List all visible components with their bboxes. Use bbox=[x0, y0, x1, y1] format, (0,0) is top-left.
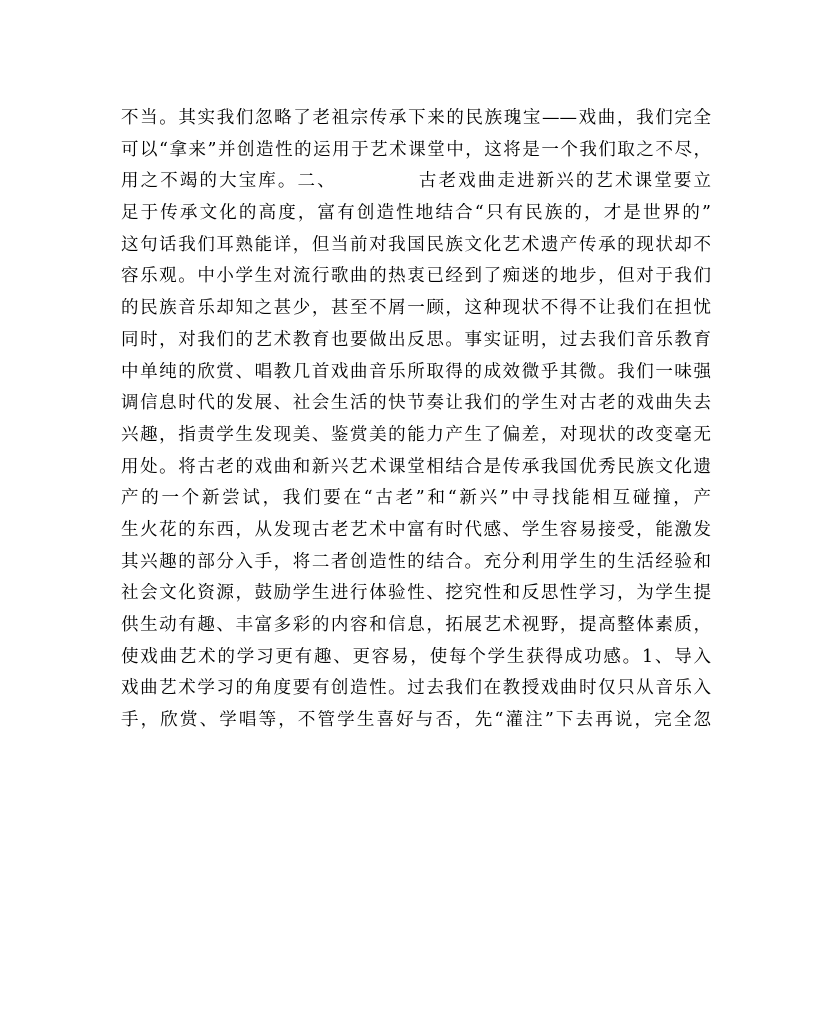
body-paragraph bbox=[121, 103, 711, 737]
text-line-segment: 古老戏曲走进新兴的艺术课堂要立 bbox=[416, 171, 712, 192]
text-line: 调信息时代的发展、社会生活的快节奏让我们的学生对古老的戏曲失去 bbox=[121, 393, 711, 414]
text-line: 使戏曲艺术的学习更有趣、更容易，使每个学生获得成功感。1、导入 bbox=[121, 646, 711, 667]
text-line: 用处。将古老的戏曲和新兴艺术课堂相结合是传承我国优秀民族文化遗 bbox=[121, 456, 711, 477]
text-line: 的民族音乐却知之甚少，甚至不屑一顾，这种现状不得不让我们在担忧 bbox=[121, 298, 711, 319]
text-line: 这句话我们耳熟能详，但当前对我国民族文化艺术遗产传承的现状却不 bbox=[121, 234, 711, 255]
text-line: 社会文化资源，鼓励学生进行体验性、挖究性和反思性学习，为学生提 bbox=[121, 583, 711, 604]
text-line: 同时，对我们的艺术教育也要做出反思。事实证明，过去我们音乐教育 bbox=[121, 329, 711, 350]
text-line: 容乐观。中小学生对流行歌曲的热衷已经到了痴迷的地步，但对于我们 bbox=[121, 266, 711, 287]
text-line: 戏曲艺术学习的角度要有创造性。过去我们在教授戏曲时仅只从音乐入 bbox=[121, 678, 711, 699]
text-line: 手，欣赏、学唱等，不管学生喜好与否，先“灌注”下去再说，完全忽 bbox=[121, 710, 711, 731]
text-line: 产的一个新尝试，我们要在“古老”和“新兴”中寻找能相互碰撞，产 bbox=[121, 488, 711, 509]
text-line: 生火花的东西，从发现古老艺术中富有时代感、学生容易接受，能激发 bbox=[121, 519, 711, 540]
text-line: 不当。其实我们忽略了老祖宗传承下来的民族瑰宝——戏曲，我们完全 bbox=[121, 108, 711, 128]
text-line: 兴趣，指责学生发现美、鉴赏美的能力产生了偏差，对现状的改变毫无 bbox=[121, 424, 711, 445]
text-line: 其兴趣的部分入手，将二者创造性的结合。充分利用学生的生活经验和 bbox=[121, 551, 711, 572]
text-line: 足于传承文化的高度，富有创造性地结合“只有民族的，才是世界的” bbox=[121, 203, 711, 224]
text-line: 中单纯的欣赏、唱教几首戏曲音乐所取得的成效微乎其微。我们一味强 bbox=[121, 361, 711, 382]
text-line-segment: 用之不竭的大宝库。二、 bbox=[121, 171, 337, 192]
text-line bbox=[121, 166, 711, 198]
text-line: 供生动有趣、丰富多彩的内容和信息，拓展艺术视野，提高整体素质， bbox=[121, 615, 711, 635]
text-line: 可以“拿来”并创造性的运用于艺术课堂中，这将是一个我们取之不尽， bbox=[121, 139, 711, 160]
